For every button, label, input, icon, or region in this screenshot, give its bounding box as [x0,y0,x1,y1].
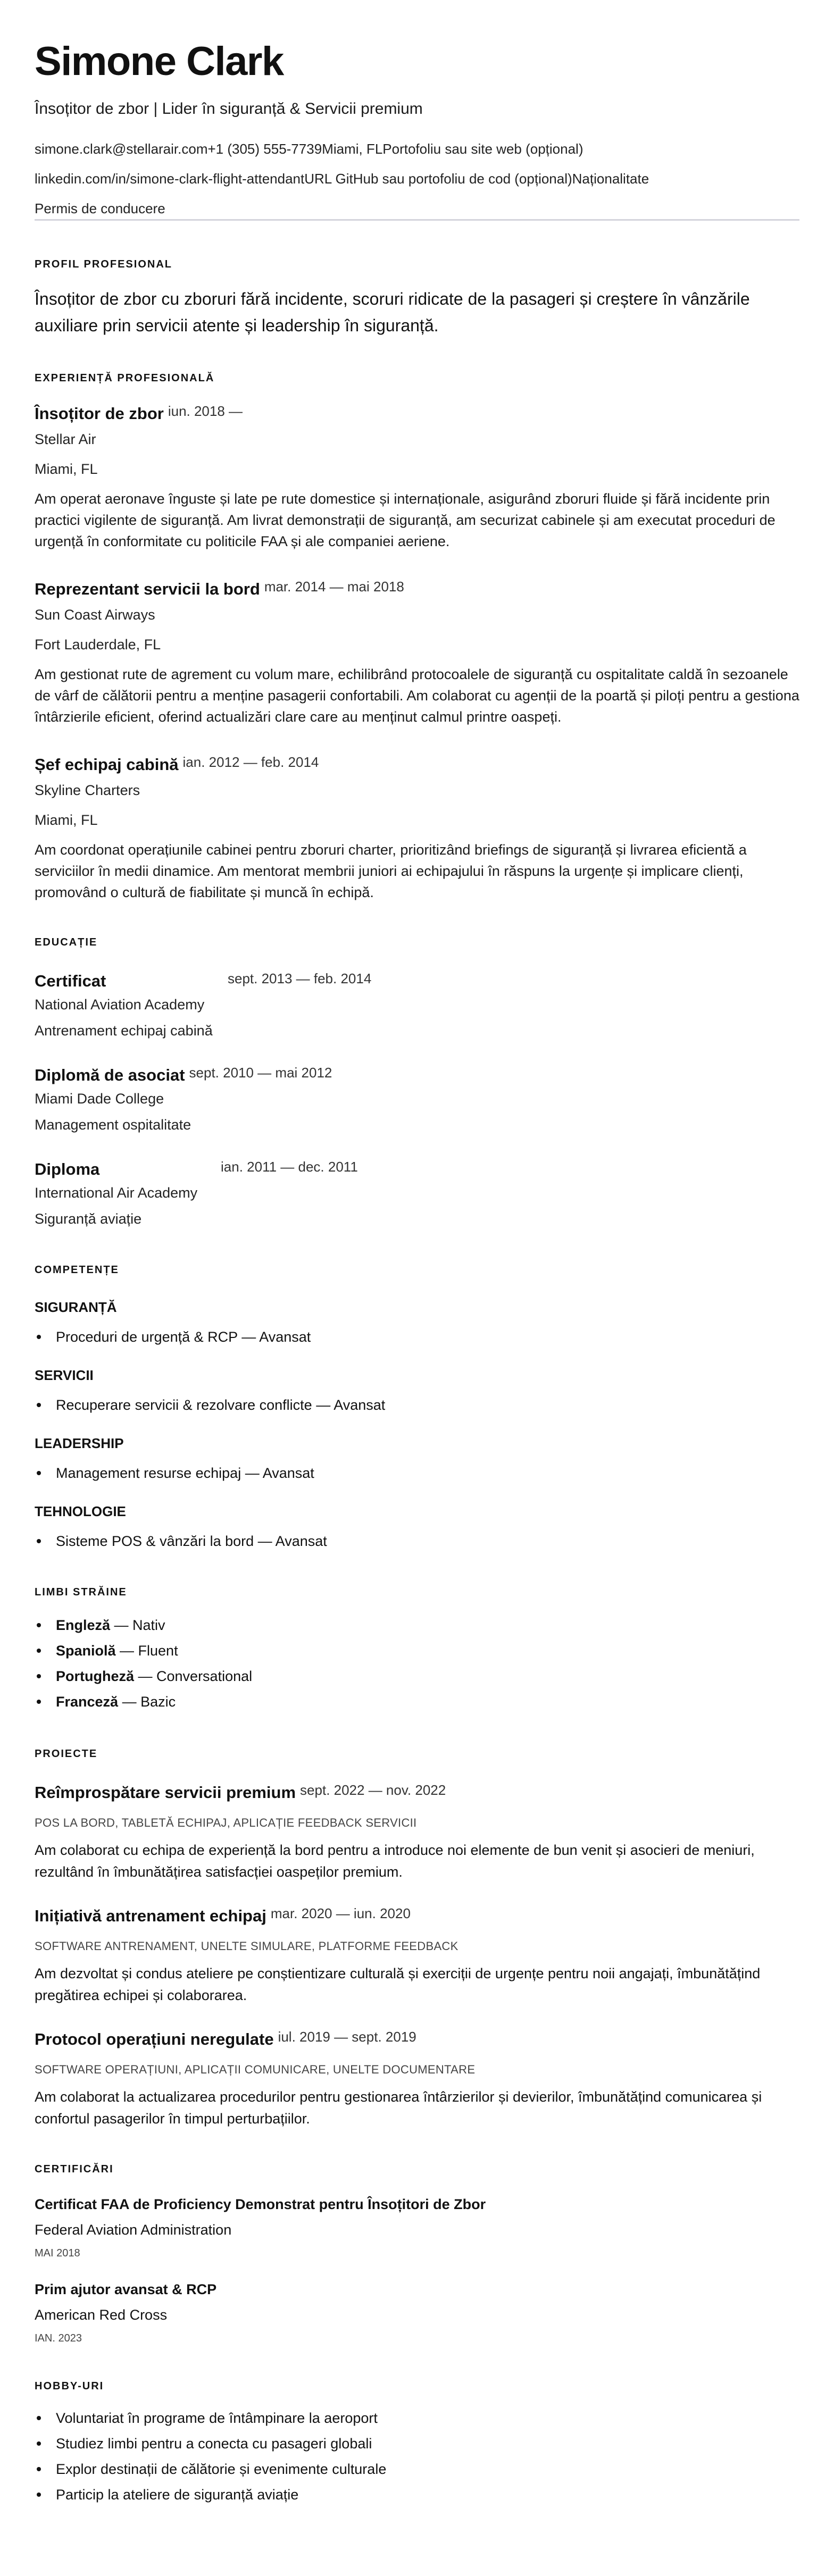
field-of-study: Antrenament echipaj cabină [35,1023,213,1039]
project-dates: iul. 2019 — sept. 2019 [278,2029,416,2045]
skill-item: Sisteme POS & vânzări la bord — Avansat [35,1529,799,1553]
language-level: — Fluent [115,1643,178,1659]
headline: Însoțitor de zbor | Lider în siguranță & Servicii premium [35,100,423,118]
language-name: Portugheză [56,1668,135,1684]
hobby-item: Particip la ateliere de siguranță aviație [35,2482,799,2507]
section-heading: COMPETENȚE [35,1264,119,1276]
certifications-section [35,2162,799,2347]
language-name: Engleză [56,1617,111,1633]
institution: National Aviation Academy [35,997,205,1013]
section-heading: EXPERIENȚĂ PROFESIONALĂ [35,372,215,384]
skill-list [35,1325,799,1349]
job-dates: mar. 2014 — mai 2018 [264,579,404,595]
job-title: Reprezentant servicii la bord [35,580,260,598]
language-list [35,1612,799,1714]
job-description: Am operat aeronave înguste și late pe rute domestice și internaționale, asigurând zboruri fluide și fără incidente prin practici vigilente de siguranță. Am livrat demonstrații de siguranță, am securizat cabinele și am executat proceduri de urgență în conformitate cu politicile FAA și ale companiei aeriene. [35,491,776,549]
project-tech: POS LA BORD, TABLETĂ ECHIPAJ, APLICAȚIE FEEDBACK SERVICII [35,1816,417,1829]
experience-item [35,403,799,552]
section-heading: HOBBY-URI [35,2380,104,2392]
hobby-item: Voluntariat în programe de întâmpinare la aeroport [35,2405,799,2431]
field-of-study: Siguranță aviație [35,1211,142,1227]
skill-list [35,1461,799,1485]
experience-section [35,371,799,903]
skill-item: Recuperare servicii & rezolvare conflicte — Avansat [35,1393,799,1417]
language-item [35,1689,799,1714]
language-level: — Conversational [134,1668,253,1684]
language-name: Franceză [56,1694,119,1710]
company: Skyline Charters [35,782,140,798]
project-dates: sept. 2022 — nov. 2022 [300,1782,446,1798]
skill-list [35,1393,799,1417]
degree: Diplomă de asociat [35,1066,185,1084]
project-item [35,1905,799,2006]
language-item [35,1663,799,1689]
contact-driving-license: Permis de conducere [35,200,165,216]
project-description: Am dezvoltat și condus ateliere pe conștientizare culturală și exerciții de urgențe pentru noii angajați, îmbunătățind pregătirea echipei și colaborarea. [35,1966,761,2003]
job-description: Am gestionat rute de agrement cu volum mare, echilibrând protocoalele de siguranță cu ospitalitate caldă în sezoanele de vârf de călătorii pentru a menține pasagerii confortabili. Am colaborat cu agenții de la poartă și piloți pentru a gestiona întârzierile eficient, oferind actualizări clare care au menținut calmul printre oaspeți. [35,666,799,725]
job-location: Miami, FL [35,812,98,828]
skill-category: TEHNOLOGIE [35,1503,126,1519]
skill-category: LEADERSHIP [35,1435,124,1451]
project-dates: mar. 2020 — iun. 2020 [270,1905,411,1921]
skills-section [35,1262,799,1553]
contact-location: Miami, FL [322,141,383,157]
contact-phone[interactable]: +1 (305) 555-7739 [207,141,322,157]
summary-section [35,257,799,339]
education-item [35,1159,799,1231]
certification-date: IAN. 2023 [35,2332,82,2344]
education-section [35,935,799,1231]
contact-github[interactable]: URL GitHub sau portofoliu de cod (opțional) [304,171,572,187]
job-location: Fort Lauderdale, FL [35,637,161,653]
certification-issuer: American Red Cross [35,2307,168,2323]
languages-section [35,1585,799,1714]
skill-item: Proceduri de urgență & RCP — Avansat [35,1325,799,1349]
certification-name: Prim ajutor avansat & RCP [35,2281,217,2297]
job-description: Am coordonat operațiunile cabinei pentru zboruri charter, prioritizând briefings de siguranță și livrarea eficientă a serviciilor în medii dinamice. Am mentorat membrii juniori ai echipajului în răspuns la urgențe și implicare clienți, promovând o cultură de fiabilitate și muncă în echipă. [35,842,747,900]
project-title: Inițiativă antrenament echipaj [35,1906,266,1925]
project-description: Am colaborat cu echipa de experiență la bord pentru a introduce noi elemente de bun venit și asocieri de meniuri, rezultând în îmbunătățirea satisfacției oaspeților premium. [35,1842,755,1880]
certification-issuer: Federal Aviation Administration [35,2222,232,2238]
project-tech: SOFTWARE OPERAȚIUNI, APLICAȚII COMUNICARE, UNELTE DOCUMENTARE [35,2063,476,2076]
section-heading: PROFIL PROFESIONAL [35,258,172,270]
language-level: — Bazic [118,1694,176,1710]
language-item [35,1638,799,1663]
summary-text: Însoțitor de zbor cu zboruri fără incidente, scoruri ridicate de la pasageri și creștere în vânzările auxiliare prin servicii atente și leadership în siguranță. [35,289,750,335]
hobby-item: Explor destinații de călătorie și evenimente culturale [35,2456,799,2482]
hobbies-section [35,2379,799,2507]
education-dates: sept. 2010 — mai 2012 [189,1065,332,1081]
certification-date: MAI 2018 [35,2247,80,2259]
language-item [35,1612,799,1638]
skill-category: SERVICII [35,1367,94,1383]
education-item [35,1065,799,1136]
section-heading: PROIECTE [35,1748,98,1760]
institution: Miami Dade College [35,1091,164,1107]
company: Stellar Air [35,431,96,447]
company: Sun Coast Airways [35,607,155,623]
degree: Diploma [35,1160,100,1178]
projects-section [35,1746,799,2130]
skill-category: SIGURANȚĂ [35,1299,117,1315]
project-item [35,1782,799,1883]
job-dates: iun. 2018 — [168,403,243,419]
job-location: Miami, FL [35,461,98,477]
section-heading: LIMBI STRĂINE [35,1586,127,1598]
certification-name: Certificat FAA de Proficiency Demonstrat pentru Însoțitori de Zbor [35,2196,486,2212]
certification-item [35,2194,799,2262]
certification-item [35,2279,799,2347]
education-item [35,971,799,1042]
hobby-item: Studiez limbi pentru a conecta cu pasageri globali [35,2431,799,2456]
contact-nationality: Naționalitate [572,171,649,187]
education-dates: sept. 2013 — feb. 2014 [228,971,372,986]
contact-info [35,134,799,223]
project-item [35,2029,799,2130]
project-title: Protocol operațiuni neregulate [35,2030,274,2048]
project-title: Reîmprospătare servicii premium [35,1783,296,1802]
section-heading: CERTIFICĂRI [35,2163,114,2175]
project-description: Am colaborat la actualizarea procedurilor pentru gestionarea întârzierilor și devierilor, îmbunătățind comunicarea și confortul pasagerilor în timpul perturbațiilor. [35,2089,762,2127]
job-title: Însoțitor de zbor [35,404,164,423]
section-heading: EDUCAȚIE [35,936,98,948]
contact-website[interactable]: Portofoliu sau site web (opțional) [382,141,583,157]
field-of-study: Management ospitalitate [35,1117,191,1133]
project-tech: SOFTWARE ANTRENAMENT, UNELTE SIMULARE, PLATFORME FEEDBACK [35,1939,458,1953]
skill-list [35,1529,799,1553]
candidate-name: Simone Clark [35,39,284,84]
education-dates: ian. 2011 — dec. 2011 [221,1159,358,1175]
contact-linkedin[interactable]: linkedin.com/in/simone-clark-flight-attendant [35,171,305,187]
language-name: Spaniolă [56,1643,116,1659]
job-title: Șef echipaj cabină [35,755,179,774]
experience-item [35,579,799,727]
skill-item: Management resurse echipaj — Avansat [35,1461,799,1485]
language-level: — Nativ [110,1617,165,1633]
contact-email[interactable]: simone.clark@stellarair.com [35,141,208,157]
experience-item [35,754,799,903]
hobby-list [35,2405,799,2507]
institution: International Air Academy [35,1185,198,1201]
job-dates: ian. 2012 — feb. 2014 [182,754,319,770]
degree: Certificat [35,972,106,990]
resume-header [35,37,799,221]
